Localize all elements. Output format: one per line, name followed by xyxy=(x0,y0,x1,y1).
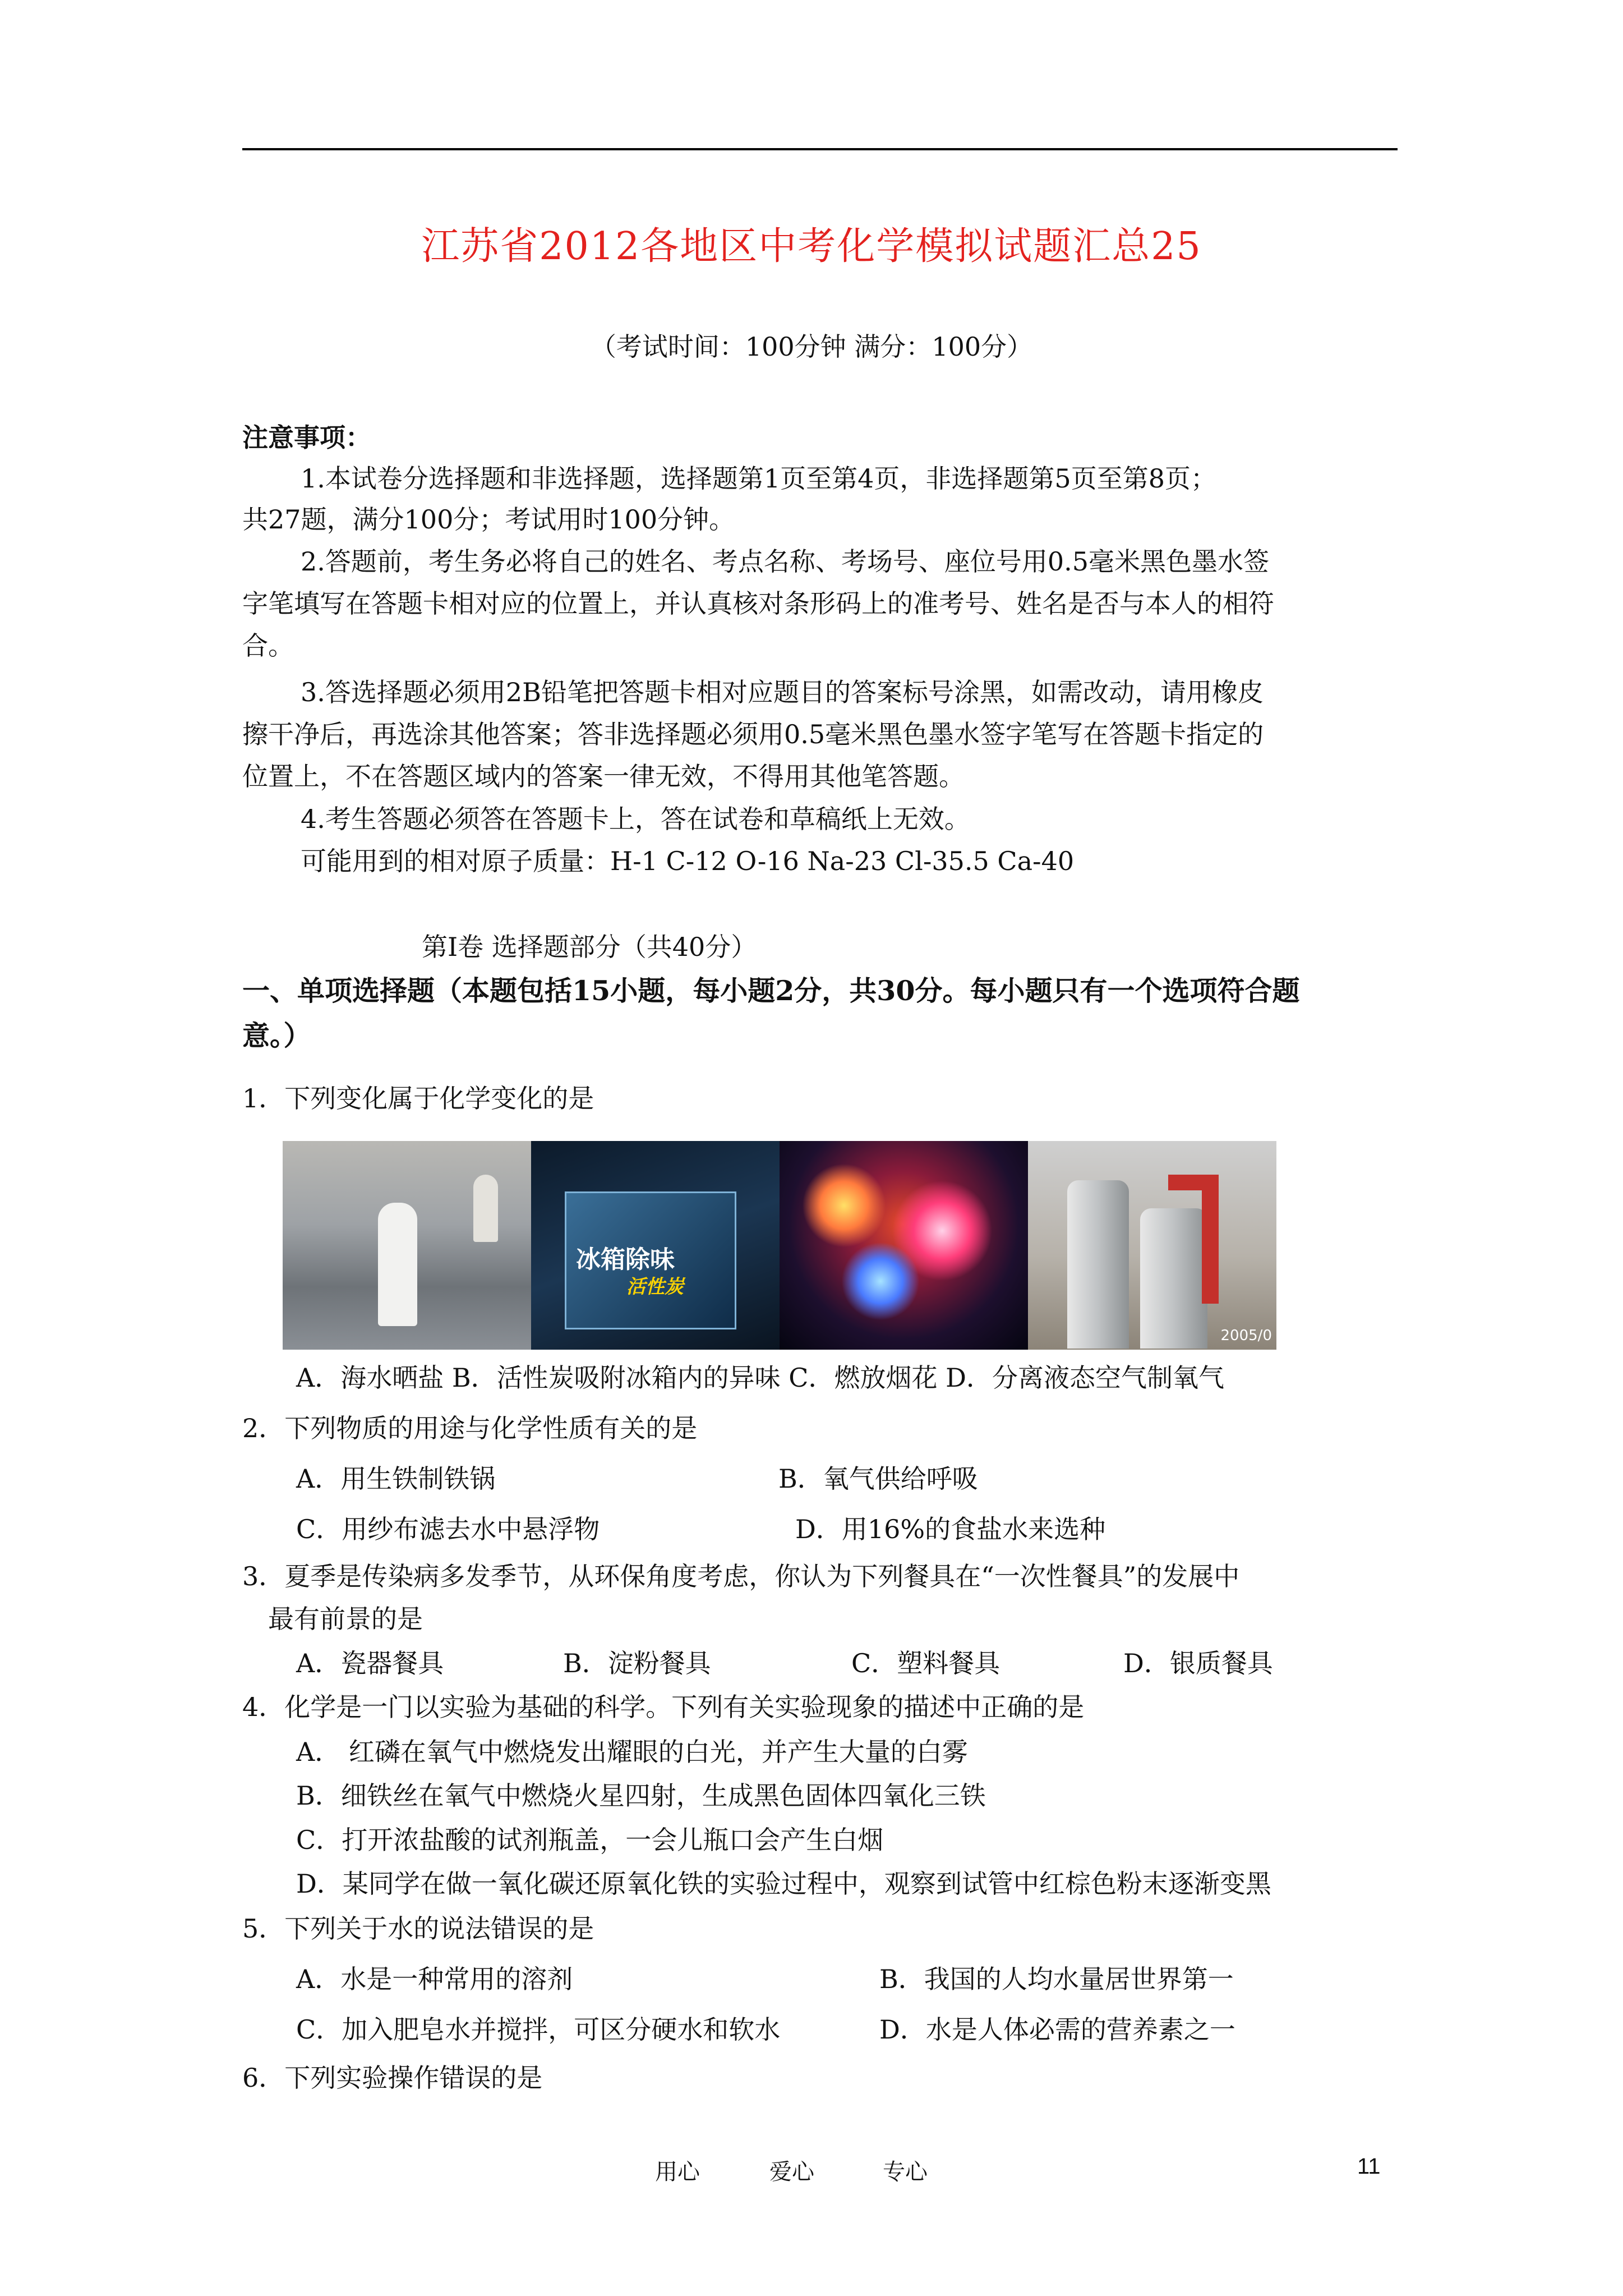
notice-heading: 注意事项： xyxy=(242,422,371,453)
q4-option-b: B．细铁丝在氧气中燃烧火星四射，生成黑色固体四氧化三铁 xyxy=(296,1780,986,1811)
q4-option-d: D．某同学在做一氧化碳还原氧化铁的实验过程中，观察到试管中红棕色粉末逐渐变黑 xyxy=(296,1869,1271,1899)
sea-salt-photo xyxy=(283,1141,531,1350)
footer-text-3: 专心 xyxy=(883,2159,928,2185)
q3-option-c: C．塑料餐具 xyxy=(851,1648,1000,1678)
atomic-mass-line: 可能用到的相对原子质量：H-1 C-12 O-16 Na-23 Cl-35.5 Ca-40 xyxy=(301,846,1075,876)
notice-line: 字笔填写在答题卡相对应的位置上，并认真核对条形码上的准考号、姓名是否与本人的相符 xyxy=(242,588,1274,619)
section1-heading-cont: 意。） xyxy=(242,1019,311,1052)
notice-line: 共27题，满分100分；考试用时100分钟。 xyxy=(242,504,735,535)
notice-line: 位置上，不在答题区域内的答案一律无效，不得用其他笔答题。 xyxy=(242,761,965,792)
q3-option-d: D．银质餐具 xyxy=(1123,1648,1273,1678)
q6-stem: 6．下列实验操作错误的是 xyxy=(242,2063,543,2093)
footer-text-1: 用心 xyxy=(655,2159,700,2185)
part1-heading: 第Ⅰ卷 选择题部分（共40分） xyxy=(422,932,757,962)
footer-text-2: 爱心 xyxy=(769,2159,814,2185)
activated-carbon-photo xyxy=(531,1141,780,1350)
q5-option-a: A．水是一种常用的溶剂 xyxy=(296,1964,573,1994)
q2-stem: 2．下列物质的用途与化学性质有关的是 xyxy=(242,1413,698,1443)
notice-line: 合。 xyxy=(242,631,294,661)
q3-stem: 3．夏季是传染病多发季节，从环保角度考虑，你认为下列餐具在“一次性餐具”的发展中 xyxy=(242,1561,1240,1591)
q3-option-a: A．瓷器餐具 xyxy=(296,1648,444,1678)
notice-line: 1.本试卷分选择题和非选择题，选择题第1页至第4页，非选择题第5页至第8页； xyxy=(301,463,1216,494)
q1-image-strip xyxy=(283,1141,1276,1350)
notice-line: 擦干净后，再选涂其他答案；答非选择题必须用0.5毫米黑色墨水签字笔写在答题卡指定的 xyxy=(242,719,1264,749)
q5-option-b: B．我国的人均水量居世界第一 xyxy=(879,1964,1234,1994)
notice-line: 3.答选择题必须用2B铅笔把答题卡相对应题目的答案标号涂黑，如需改动，请用橡皮 xyxy=(301,677,1264,707)
q1-stem: 1．下列变化属于化学变化的是 xyxy=(242,1083,594,1114)
air-separation-photo xyxy=(1028,1141,1276,1350)
q4-stem: 4．化学是一门以实验为基础的科学。下列有关实验现象的描述中正确的是 xyxy=(242,1692,1085,1722)
header-rule xyxy=(242,148,1398,150)
doc-title: 江苏省2012各地区中考化学模拟试题汇总25 xyxy=(421,224,1202,269)
q4-option-a: A． 红磷在氧气中燃烧发出耀眼的白光，并产生大量的白雾 xyxy=(296,1737,968,1767)
exam-info: （考试时间：100分钟 满分：100分） xyxy=(590,332,1033,362)
notice-line: 4.考生答题必须答在答题卡上，答在试卷和草稿纸上无效。 xyxy=(301,804,970,834)
photo-watermark: 2005/0 xyxy=(1220,1327,1272,1344)
section1-heading: 一、单项选择题（本题包括15小题，每小题2分，共30分。每小题只有一个选项符合题 xyxy=(242,974,1300,1007)
notice-line: 2.答题前，考生务必将自己的姓名、考点名称、考场号、座位号用0.5毫米黑色墨水签 xyxy=(301,546,1270,577)
q3-option-b: B．淀粉餐具 xyxy=(563,1648,711,1678)
q1-options: A．海水晒盐 B．活性炭吸附冰箱内的异味 C．燃放烟花 D．分离液态空气制氧气 xyxy=(296,1363,1224,1393)
box-label-sub: 活性炭 xyxy=(626,1276,684,1298)
q5-option-c: C．加入肥皂水并搅拌，可区分硬水和软水 xyxy=(296,2014,781,2045)
q5-stem: 5．下列关于水的说法错误的是 xyxy=(242,1913,594,1944)
q3-stem-cont: 最有前景的是 xyxy=(268,1604,423,1634)
q5-option-d: D．水是人体必需的营养素之一 xyxy=(879,2014,1235,2045)
q2-option-d: D．用16%的食盐水来选种 xyxy=(795,1514,1106,1544)
fireworks-photo xyxy=(780,1141,1028,1350)
q4-option-c: C．打开浓盐酸的试剂瓶盖，一会儿瓶口会产生白烟 xyxy=(296,1825,884,1855)
q2-option-a: A．用生铁制铁锅 xyxy=(296,1464,496,1494)
box-label: 冰箱除味 xyxy=(576,1245,675,1274)
page-number: 11 xyxy=(1357,2154,1381,2179)
q2-option-b: B．氧气供给呼吸 xyxy=(778,1464,978,1494)
q2-option-c: C．用纱布滤去水中悬浮物 xyxy=(296,1514,600,1544)
